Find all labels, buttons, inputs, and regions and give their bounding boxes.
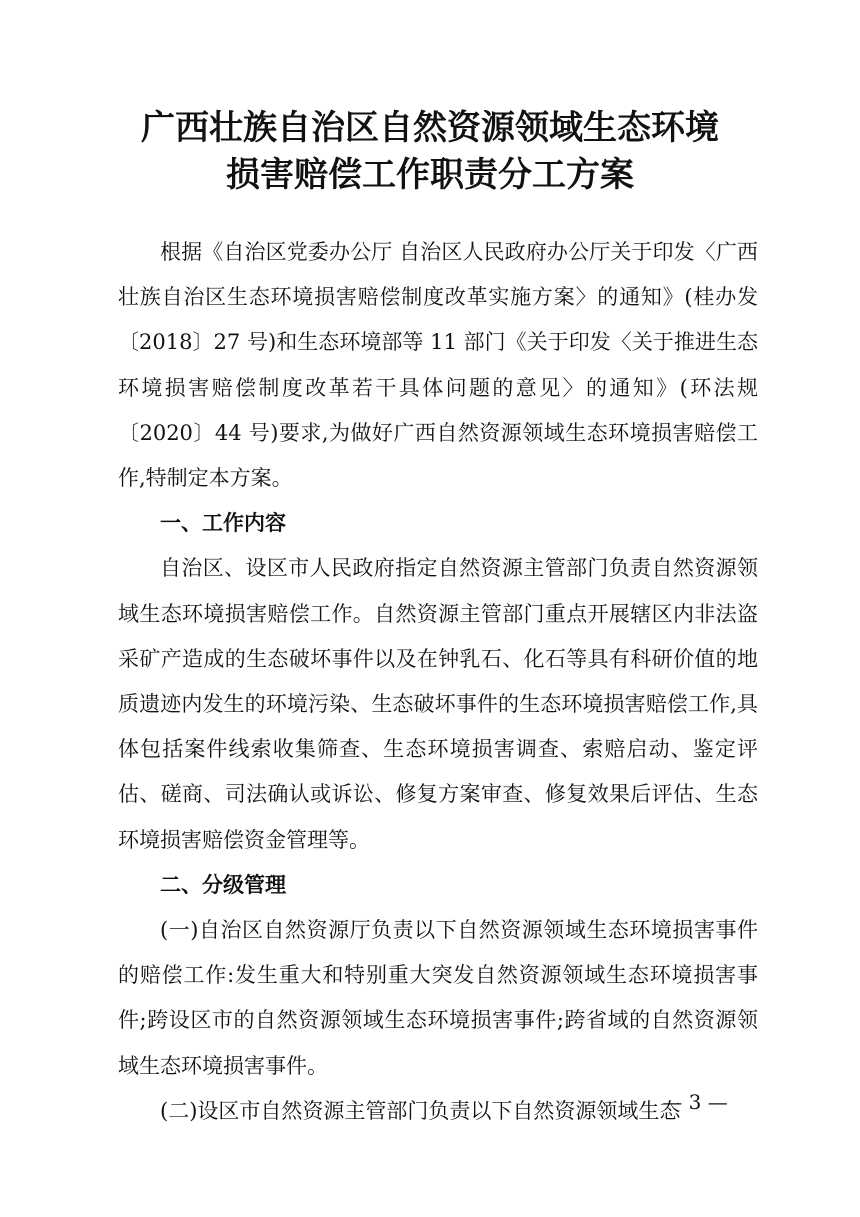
- work-content-paragraph: 自治区、设区市人民政府指定自然资源主管部门负责自然资源领域生态环境损害赔偿工作。自然资源主管部门重点开展辖区内非法盗采矿产造成的生态破坏事件以及在钟乳石、化石等具有科研价值的地质遗迹内发生的环境污染、生态破坏事件的生态环境损害赔偿工作,具体包括案件线索收集筛查、生态环境损害调查、索赔启动、鉴定评估、磋商、司法确认或诉讼、修复方案审查、修复效果后评估、生态环境损害赔偿资金管理等。: [118, 556, 758, 852]
- page-number: — 3 —: [662, 1090, 728, 1114]
- section-heading-work-content: 一、工作内容: [160, 511, 286, 536]
- document-title-line-1: 广西壮族自治区自然资源领域生态环境: [141, 108, 719, 148]
- graded-management-paragraph-1: (一)自治区自然资源厅负责以下自然资源领域生态环境损害事件的赔偿工作:发生重大和特别重大突发自然资源领域生态环境损害事件;跨设区市的自然资源领域生态环境损害事件;跨省域的自然资源领域生态环境损害事件。: [118, 918, 758, 1078]
- intro-paragraph: 根据《自治区党委办公厅 自治区人民政府办公厅关于印发〈广西壮族自治区生态环境损害赔偿制度改革实施方案〉的通知》(桂办发〔2018〕27 号)和生态环境部等 11 部门《关于印发〈关于推进生态环境损害赔偿制度改革若干具体问题的意见〉的通知》(环法规〔2020〕44 号)要求,为做好广西自然资源领域生态环境损害赔偿工作,特制定本方案。: [118, 240, 758, 491]
- section-heading-graded-management: 二、分级管理: [160, 872, 286, 897]
- document-body: [118, 230, 758, 1134]
- graded-management-paragraph-2: (二)设区市自然资源主管部门负责以下自然资源领域生态: [160, 1098, 681, 1123]
- document-title-line-2: 损害赔偿工作职责分工方案: [226, 155, 634, 195]
